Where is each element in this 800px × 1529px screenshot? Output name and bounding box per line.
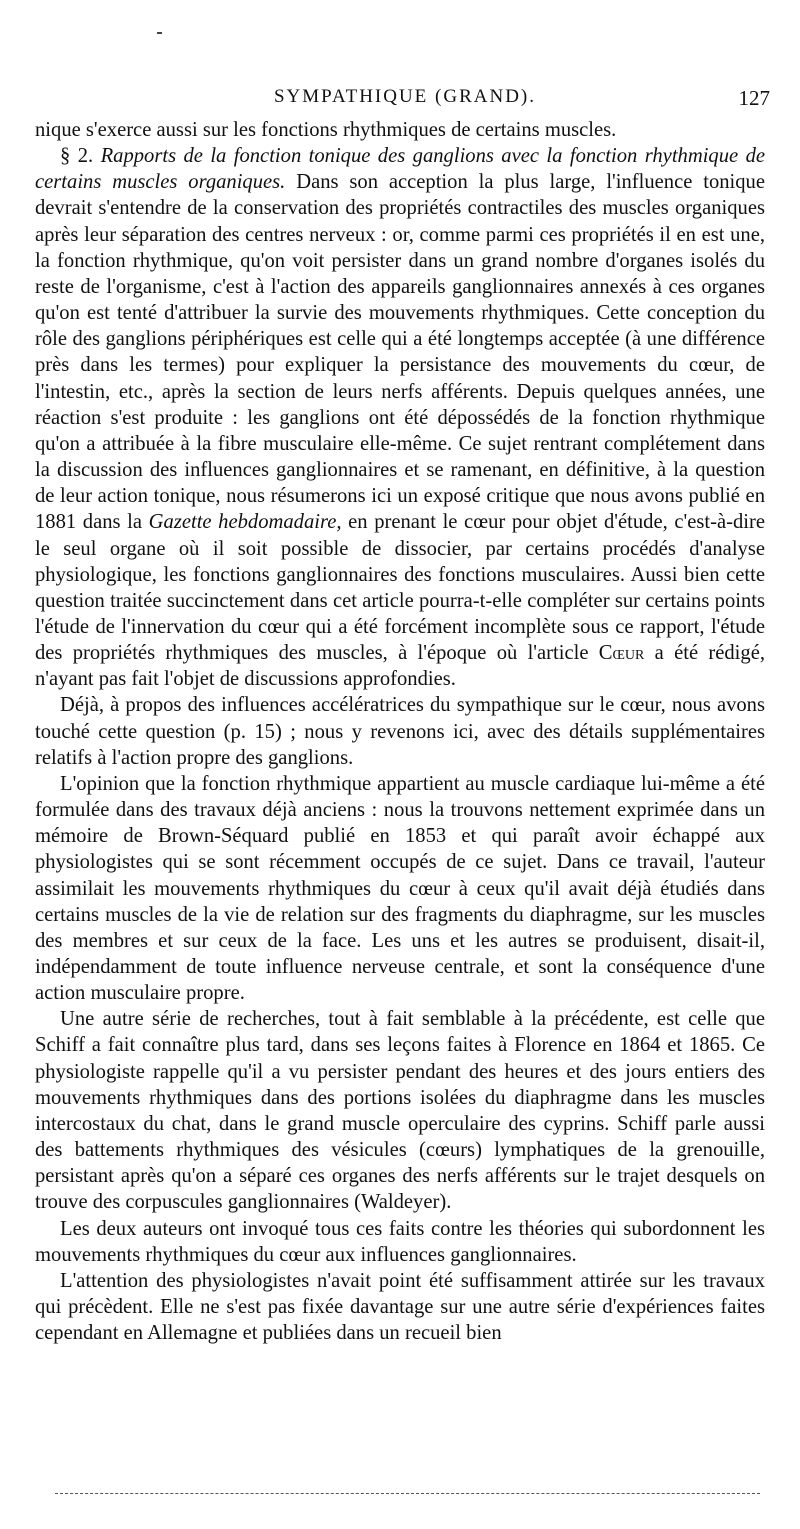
section-title: Rapports de la fonction tonique des ganglions avec la fonction rhythmique de certains muscles organiques. bbox=[35, 145, 766, 194]
paragraph-text-continued: en prenant le cœur pour objet d'étude, c'est-à-dire le seul organe où il soit possible de dissocier, par certains procédés d'analyse physiologique, les fonctions ganglionnaires des fonctions musculaires. Aussi bien cette question traitée succinctement dans cet article pourra-t-elle compléter sur certains points l'étude de l'innervation du cœur qui a été forcément incomplète sous ce rapport, l'étude des propriétés rhythmiques des muscles, à l'époque où l'article bbox=[35, 511, 765, 665]
journal-title: Gazette hebdomadaire, bbox=[148, 511, 342, 534]
page-header bbox=[40, 86, 770, 116]
print-mark bbox=[157, 32, 162, 34]
section-label: § 2. bbox=[60, 145, 94, 168]
paragraph-text: L'attention des physiologistes n'avait point été suffisamment attirée sur les travaux qui précèdent. Elle ne s'est pas fixée davantage sur une autre série d'expériences faites cependant en Allemagne et publiées dans un recueil bien bbox=[35, 1269, 765, 1345]
paragraph-continuation bbox=[35, 117, 765, 143]
paragraph-section-2 bbox=[35, 143, 765, 692]
paragraph bbox=[35, 771, 765, 1006]
paragraph-text: Les deux auteurs ont invoqué tous ces faits contre les théories qui subordonnent les mouvements rhythmiques du cœur aux influences ganglionnaires. bbox=[35, 1217, 765, 1266]
paragraph bbox=[35, 692, 765, 770]
paragraph bbox=[35, 1268, 765, 1346]
paragraph-text: Déjà, à propos des influences accélératrices du sympathique sur le cœur, nous avons touché cette question (p. 15) ; nous y revenons ici, avec des détails supplémentaires relatifs à l'action propre des ganglions. bbox=[35, 694, 765, 769]
footer-rule bbox=[55, 1493, 760, 1494]
page-number: 127 bbox=[738, 86, 770, 110]
running-title: SYMPATHIQUE (GRAND). bbox=[273, 86, 537, 107]
paragraph-text: Dans son acception la plus large, l'influence tonique devrait s'entendre de la conservation des propriétés contractiles des muscles organiques après leur séparation des centres nerveux : or, comme parmi ces propriétés il en est une, la fonction rhythmique, qu'on voit persister dans un grand nombre d'organes isolés du reste de l'organisme, c'est à l'action des appareils ganglionnaires annexés à ces organes qu'on est tenté d'attribuer la survie des mouvements rhythmiques. Cette conception du rôle des ganglions périphériques est celle qui a été longtemps acceptée (à une différence près dans les termes) pour expliquer la persistance des mouvements du cœur, de l'intestin, etc., après la section de leurs nerfs afférents. Depuis quelques années, une réaction s'est produite : les ganglions ont été dépossédés de la fonction rhythmique qu'on a attribuée à la fibre musculaire elle-même. Ce sujet rentrant complétement dans la discussion des influences ganglionnaires et se ramenant, en définitive, à la question de leur action tonique, nous résumerons ici un exposé critique que nous avons publié en 1881 dans la bbox=[35, 171, 765, 534]
paragraph-text: Une autre série de recherches, tout à fait semblable à la précédente, est celle que Schiff a fait connaître plus tard, dans ses leçons faites à Florence en 1864 et 1865. Ce physiologiste rappelle qu'il a vu persister pendant des heures et des jours entiers des mouvements rhythmiques dans des portions isolées du diaphragme dans les muscles intercostaux du chat, dans le grand muscle operculaire des cyprins. Schiff parle aussi des battements rhythmiques des vésicules (cœurs) lymphatiques de la grenouille, persistant après qu'on a séparé ces organes des nerfs afférents sur le trajet desquels on trouve des corpuscules ganglionnaires (Waldeyer). bbox=[35, 1008, 765, 1214]
paragraph bbox=[35, 1216, 765, 1268]
body-text bbox=[35, 117, 765, 1346]
paragraph-text-end: a été rédigé, n'ayant pas fait l'objet de discussions approfondies. bbox=[35, 642, 765, 691]
paragraph-text: L'opinion que la fonction rhythmique appartient au muscle cardiaque lui-même a été formulée dans des travaux déjà anciens : nous la trouvons nettement exprimée dans un mémoire de Brown-Séquard publié en 1853 et qui paraît avoir échappé aux physiologistes qui se sont récemment occupés de ce sujet. Dans ce travail, l'auteur assimilait les mouvements rhythmiques du cœur à ceux qu'il avait déjà étudiés dans certains muscles de la vie de relation sur des fragments du diaphragme, sur les muscles des membres et sur ceux de la face. Les uns et les autres se produisent, disait-il, indépendamment de toute influence nerveuse centrale, et sont la conséquence d'une action musculaire propre. bbox=[35, 772, 765, 1005]
paragraph-text: nique s'exerce aussi sur les fonctions rhythmiques de certains muscles. bbox=[35, 119, 617, 141]
paragraph bbox=[35, 1006, 765, 1215]
article-reference: Cœur bbox=[598, 642, 645, 665]
